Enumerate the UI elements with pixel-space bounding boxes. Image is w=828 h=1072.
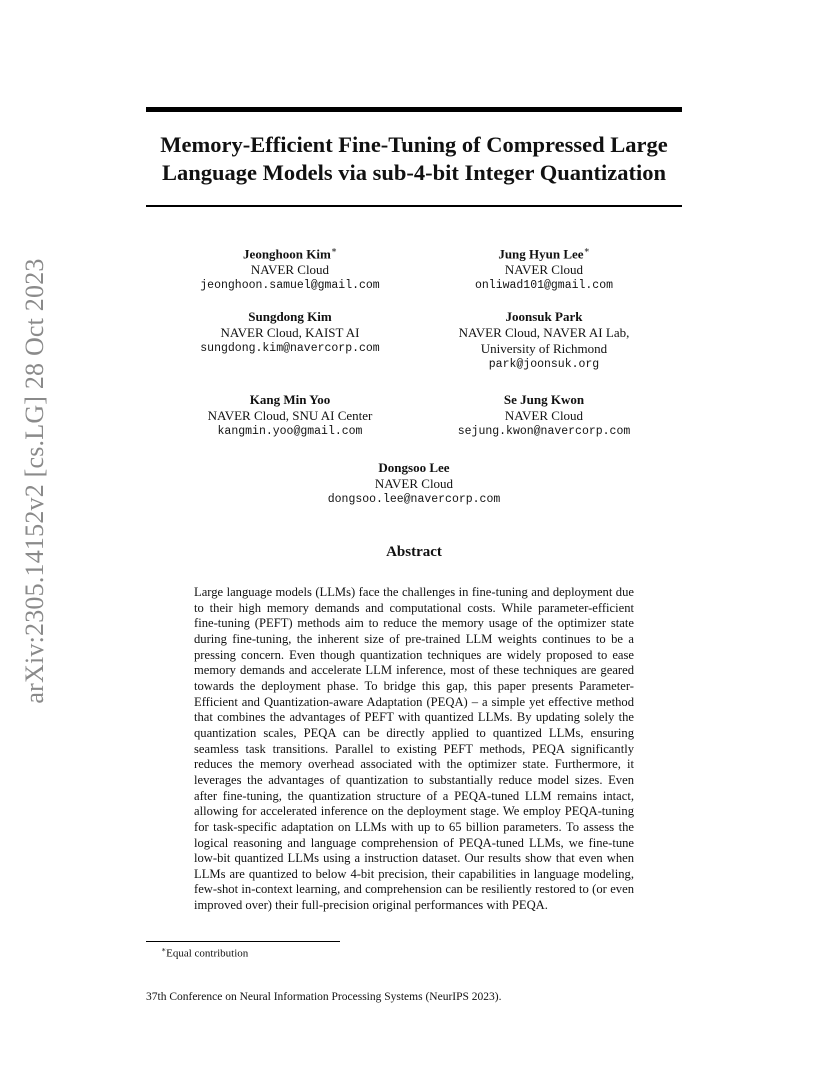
arxiv-identifier-stamp: arXiv:2305.14152v2 [cs.LG] 28 Oct 2023 <box>20 258 49 704</box>
footnote-rule <box>146 941 340 942</box>
author-affiliation: NAVER Cloud <box>504 262 584 278</box>
footnote-mark: ∗ <box>161 945 167 954</box>
author-affiliation: NAVER Cloud, SNU AI Center <box>207 408 373 423</box>
author-block <box>264 460 564 508</box>
author-block <box>424 392 664 440</box>
author-name: Jung Hyun Lee∗ <box>498 245 590 262</box>
author-name: Dongsoo Lee <box>378 460 450 475</box>
author-affiliation: NAVER Cloud, KAIST AI <box>220 325 360 340</box>
author-block <box>170 392 410 440</box>
title-top-rule <box>146 107 682 112</box>
paper-title <box>146 131 682 187</box>
footnote-text: Equal contribution <box>166 947 249 960</box>
title-bottom-rule <box>146 205 682 207</box>
author-email: dongsoo.lee@navercorp.com <box>327 493 501 506</box>
author-name: Kang Min Yoo <box>249 392 331 407</box>
equal-contribution-mark: ∗ <box>330 245 337 255</box>
author-affiliation: NAVER Cloud <box>250 262 330 278</box>
author-name: Joonsuk Park <box>505 309 583 324</box>
author-block <box>424 309 664 373</box>
author-block <box>170 242 410 294</box>
title-line-2: Language Models via sub-4-bit Integer Quantization <box>162 160 666 185</box>
footnote <box>161 945 248 960</box>
author-affiliation: NAVER Cloud <box>374 476 454 491</box>
author-email: sungdong.kim@navercorp.com <box>200 342 380 355</box>
venue-note: 37th Conference on Neural Information Processing Systems (NeurIPS 2023). <box>146 991 502 1003</box>
author-name: Jeonghoon Kim∗ <box>243 245 337 262</box>
author-email: onliwad101@gmail.com <box>474 279 614 293</box>
author-affiliation: NAVER Cloud, NAVER AI Lab, <box>458 325 630 340</box>
abstract-heading: Abstract <box>386 544 442 560</box>
title-line-1: Memory-Efficient Fine-Tuning of Compressed Large <box>160 132 668 157</box>
author-email: jeonghoon.samuel@gmail.com <box>200 279 380 293</box>
author-name: Se Jung Kwon <box>503 392 585 407</box>
author-email: kangmin.yoo@gmail.com <box>217 425 363 438</box>
author-email: park@joonsuk.org <box>488 358 600 371</box>
equal-contribution-mark: ∗ <box>583 245 590 255</box>
author-affiliation: University of Richmond <box>480 341 608 356</box>
author-name: Sungdong Kim <box>248 309 332 324</box>
author-block <box>424 242 664 294</box>
abstract-body: Large language models (LLMs) face the challenges in fine-tuning and deployment due to their high memory demands and computational costs. While parameter-efficient fine-tuning (PEFT) methods aim to reduce the memory usage of the optimizer state during fine-tuning, the inherent size of pre-trained LLM weights continues to be a pressing concern. Even though quantization techniques are widely proposed to ease memory demands and accelerate LLM inference, most of these techniques are geared towards the deployment phase. To bridge this gap, this paper presents Parameter-Efficient and Quantization-aware Adaptation (PEQA) – a simple yet effective method that combines the advantages of PEFT with quantized LLMs. By updating solely the quantization scales, PEQA can be directly applied to quantized LLMs, ensuring seamless task transitions. Parallel to existing PEFT methods, PEQA significantly reduces the memory overhead associated with the optimizer state. Furthermore, it leverages the advantages of quantization to substantially reduce model sizes. Even after fine-tuning, the quantization structure of a PEQA-tuned LLM remains intact, allowing for accelerated inference on the deployment stage. We employ PEQA-tuning for task-specific adaptation on LLMs with up to 65 billion parameters. To assess the logical reasoning and language comprehension of PEQA-tuned LLMs, we fine-tune low-bit quantized LLMs using a instruction dataset. Our results show that even when LLMs are quantized to below 4-bit precision, their capabilities in language modeling, few-shot in-context learning, and comprehension can be resiliently restored to (or even improved over) their full-precision original performances with PEQA. <box>194 585 634 913</box>
author-affiliation: NAVER Cloud <box>504 408 584 423</box>
author-block <box>170 309 410 357</box>
author-email: sejung.kwon@navercorp.com <box>457 425 631 438</box>
